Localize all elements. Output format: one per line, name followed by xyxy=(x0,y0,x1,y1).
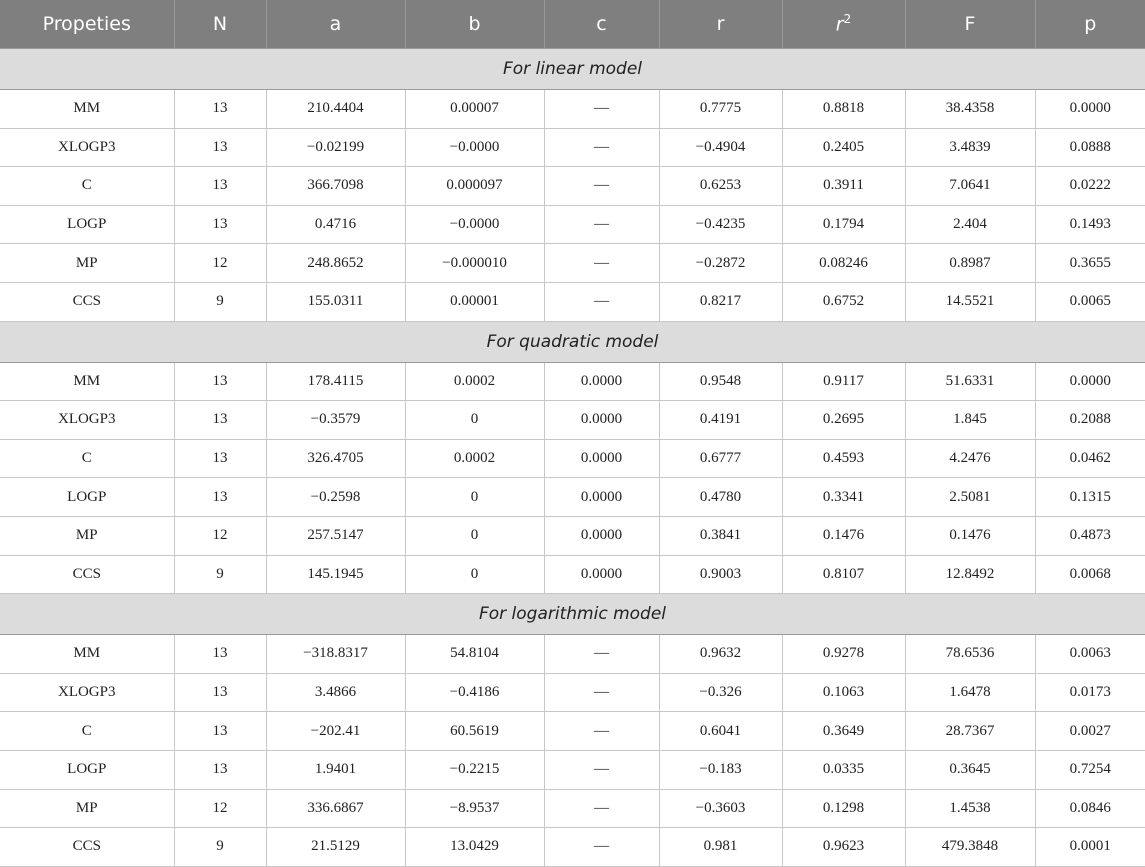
table-cell: — xyxy=(544,244,659,283)
table-cell: −0.2598 xyxy=(266,478,405,517)
table-cell: 0 xyxy=(405,516,544,555)
header-properties: Propeties xyxy=(0,0,174,49)
section-header-row xyxy=(0,321,1145,362)
table-cell: 12 xyxy=(174,244,266,283)
table-row xyxy=(0,828,1145,867)
table-cell: 1.6478 xyxy=(905,673,1035,712)
table-cell: 0.9117 xyxy=(782,362,905,401)
table-cell: −0.2872 xyxy=(659,244,782,283)
table-cell: 0.0027 xyxy=(1035,712,1145,751)
table-cell: 0.4873 xyxy=(1035,516,1145,555)
table-cell: 2.5081 xyxy=(905,478,1035,517)
row-label-cell: MP xyxy=(0,789,174,828)
table-cell: 0.1794 xyxy=(782,205,905,244)
row-label-cell: XLOGP3 xyxy=(0,673,174,712)
header-n: N xyxy=(174,0,266,49)
table-row xyxy=(0,167,1145,206)
table-cell: −0.000010 xyxy=(405,244,544,283)
table-cell: 0.2088 xyxy=(1035,401,1145,440)
table-cell: 0.1476 xyxy=(905,516,1035,555)
section-header-row xyxy=(0,594,1145,635)
table-cell: 0.0000 xyxy=(544,516,659,555)
table-cell: 0.0888 xyxy=(1035,128,1145,167)
row-label-cell: MM xyxy=(0,362,174,401)
table-cell: 4.2476 xyxy=(905,439,1035,478)
table-cell: 51.6331 xyxy=(905,362,1035,401)
table-cell: 0 xyxy=(405,478,544,517)
table-cell: 9 xyxy=(174,828,266,867)
table-cell: 9 xyxy=(174,282,266,321)
table-cell: −0.4235 xyxy=(659,205,782,244)
header-f: F xyxy=(905,0,1035,49)
row-label-cell: C xyxy=(0,712,174,751)
table-cell: 1.4538 xyxy=(905,789,1035,828)
table-cell: 0.3655 xyxy=(1035,244,1145,283)
table-cell: 155.0311 xyxy=(266,282,405,321)
table-cell: 0.0000 xyxy=(544,401,659,440)
table-cell: 0.2405 xyxy=(782,128,905,167)
table-cell: 210.4404 xyxy=(266,90,405,129)
section-title: For quadratic model xyxy=(0,321,1145,362)
table-cell: — xyxy=(544,712,659,751)
table-cell: 0.0000 xyxy=(1035,362,1145,401)
table-cell: 0.6752 xyxy=(782,282,905,321)
table-row xyxy=(0,362,1145,401)
table-cell: 257.5147 xyxy=(266,516,405,555)
table-cell: −0.3579 xyxy=(266,401,405,440)
table-cell: 7.0641 xyxy=(905,167,1035,206)
table-cell: 0.0222 xyxy=(1035,167,1145,206)
table-cell: 0.9278 xyxy=(782,635,905,674)
table-cell: 13 xyxy=(174,362,266,401)
table-row xyxy=(0,90,1145,129)
table-row xyxy=(0,555,1145,594)
table-row xyxy=(0,712,1145,751)
table-cell: 0.3841 xyxy=(659,516,782,555)
table-cell: 326.4705 xyxy=(266,439,405,478)
table-cell: 0.0335 xyxy=(782,750,905,789)
section-header-row xyxy=(0,49,1145,90)
table-cell: 13 xyxy=(174,439,266,478)
table-cell: 13 xyxy=(174,167,266,206)
table-cell: 0.0001 xyxy=(1035,828,1145,867)
table-cell: 13 xyxy=(174,635,266,674)
table-cell: 0.9548 xyxy=(659,362,782,401)
table-cell: 0.6777 xyxy=(659,439,782,478)
row-label-cell: C xyxy=(0,439,174,478)
table-cell: 13 xyxy=(174,673,266,712)
row-label-cell: XLOGP3 xyxy=(0,128,174,167)
table-cell: — xyxy=(544,789,659,828)
table-cell: 13 xyxy=(174,478,266,517)
table-cell: 0.4593 xyxy=(782,439,905,478)
table-cell: — xyxy=(544,167,659,206)
header-p: p xyxy=(1035,0,1145,49)
table-cell: 366.7098 xyxy=(266,167,405,206)
table-cell: 3.4866 xyxy=(266,673,405,712)
table-cell: 0.4191 xyxy=(659,401,782,440)
table-row xyxy=(0,478,1145,517)
table-cell: 0.9632 xyxy=(659,635,782,674)
table-cell: 0.1063 xyxy=(782,673,905,712)
table-cell: 0.0000 xyxy=(544,555,659,594)
table-cell: −0.183 xyxy=(659,750,782,789)
table-cell: 13 xyxy=(174,401,266,440)
table-cell: 1.845 xyxy=(905,401,1035,440)
header-r-squared-base: r xyxy=(835,13,844,36)
table-cell: 0.9003 xyxy=(659,555,782,594)
table-cell: 0.3645 xyxy=(905,750,1035,789)
table-cell: 0.3911 xyxy=(782,167,905,206)
table-cell: 21.5129 xyxy=(266,828,405,867)
table-cell: 13 xyxy=(174,128,266,167)
table-cell: 0.0002 xyxy=(405,439,544,478)
table-row xyxy=(0,282,1145,321)
table-cell: — xyxy=(544,282,659,321)
table-cell: — xyxy=(544,750,659,789)
row-label-cell: LOGP xyxy=(0,205,174,244)
table-cell: −0.4186 xyxy=(405,673,544,712)
table-row xyxy=(0,128,1145,167)
table-cell: −0.4904 xyxy=(659,128,782,167)
table-cell: 0.1315 xyxy=(1035,478,1145,517)
header-c: c xyxy=(544,0,659,49)
table-cell: 178.4115 xyxy=(266,362,405,401)
table-cell: — xyxy=(544,205,659,244)
table-cell: 0.7775 xyxy=(659,90,782,129)
table-cell: 54.8104 xyxy=(405,635,544,674)
table-cell: 0 xyxy=(405,401,544,440)
header-r-squared xyxy=(782,0,905,49)
table-cell: −318.8317 xyxy=(266,635,405,674)
table-cell: −0.0000 xyxy=(405,128,544,167)
table-cell: 3.4839 xyxy=(905,128,1035,167)
table-row xyxy=(0,205,1145,244)
row-label-cell: CCS xyxy=(0,282,174,321)
table-cell: 0.3341 xyxy=(782,478,905,517)
row-label-cell: C xyxy=(0,167,174,206)
table-cell: 0.6253 xyxy=(659,167,782,206)
table-cell: 13 xyxy=(174,205,266,244)
table-cell: 0.981 xyxy=(659,828,782,867)
table-cell: 0.2695 xyxy=(782,401,905,440)
table-cell: 12.8492 xyxy=(905,555,1035,594)
table-cell: 78.6536 xyxy=(905,635,1035,674)
table-cell: 0.0000 xyxy=(544,362,659,401)
table-row xyxy=(0,439,1145,478)
table-cell: 0.1493 xyxy=(1035,205,1145,244)
table-cell: 0.0462 xyxy=(1035,439,1145,478)
table-row xyxy=(0,244,1145,283)
table-cell: −0.0000 xyxy=(405,205,544,244)
header-a: a xyxy=(266,0,405,49)
table-cell: 0.00007 xyxy=(405,90,544,129)
table-row xyxy=(0,750,1145,789)
table-cell: 0.0068 xyxy=(1035,555,1145,594)
table-cell: 0.08246 xyxy=(782,244,905,283)
table-cell: 28.7367 xyxy=(905,712,1035,751)
table-cell: 0.000097 xyxy=(405,167,544,206)
row-label-cell: LOGP xyxy=(0,750,174,789)
table-cell: 9 xyxy=(174,555,266,594)
row-label-cell: MM xyxy=(0,635,174,674)
table-cell: 0.00001 xyxy=(405,282,544,321)
table-cell: 13 xyxy=(174,90,266,129)
table-cell: 0.8217 xyxy=(659,282,782,321)
table-cell: 0.1476 xyxy=(782,516,905,555)
table-cell: −202.41 xyxy=(266,712,405,751)
table-cell: 0.1298 xyxy=(782,789,905,828)
table-cell: 0.0000 xyxy=(544,478,659,517)
table-row xyxy=(0,401,1145,440)
table-cell: −0.3603 xyxy=(659,789,782,828)
row-label-cell: MP xyxy=(0,516,174,555)
header-r-squared-exponent: 2 xyxy=(843,12,852,27)
table-cell: −0.2215 xyxy=(405,750,544,789)
table-cell: 0.4780 xyxy=(659,478,782,517)
header-b: b xyxy=(405,0,544,49)
table-cell: 0.0063 xyxy=(1035,635,1145,674)
section-title: For linear model xyxy=(0,49,1145,90)
table-cell: 0.8818 xyxy=(782,90,905,129)
row-label-cell: CCS xyxy=(0,828,174,867)
header-r: r xyxy=(659,0,782,49)
header-row xyxy=(0,0,1145,49)
row-label-cell: LOGP xyxy=(0,478,174,517)
table-row xyxy=(0,789,1145,828)
section-title: For logarithmic model xyxy=(0,594,1145,635)
table-cell: 0.4716 xyxy=(266,205,405,244)
row-label-cell: XLOGP3 xyxy=(0,401,174,440)
table-cell: 13 xyxy=(174,712,266,751)
table-cell: 0.7254 xyxy=(1035,750,1145,789)
table-cell: 0.0000 xyxy=(544,439,659,478)
table-cell: — xyxy=(544,673,659,712)
table-cell: — xyxy=(544,828,659,867)
table-cell: 1.9401 xyxy=(266,750,405,789)
table-cell: 13 xyxy=(174,750,266,789)
table-row xyxy=(0,635,1145,674)
table-cell: 0 xyxy=(405,555,544,594)
table-cell: 12 xyxy=(174,516,266,555)
table-cell: −0.02199 xyxy=(266,128,405,167)
table-cell: 145.1945 xyxy=(266,555,405,594)
table-cell: 0.0173 xyxy=(1035,673,1145,712)
table-cell: 0.8987 xyxy=(905,244,1035,283)
table-cell: 0.0002 xyxy=(405,362,544,401)
table-row xyxy=(0,516,1145,555)
row-label-cell: CCS xyxy=(0,555,174,594)
table-cell: 0.0846 xyxy=(1035,789,1145,828)
table-cell: — xyxy=(544,90,659,129)
table-cell: — xyxy=(544,635,659,674)
table-body xyxy=(0,49,1145,867)
table-cell: 0.9623 xyxy=(782,828,905,867)
table-cell: 0.6041 xyxy=(659,712,782,751)
table-cell: 479.3848 xyxy=(905,828,1035,867)
table-cell: −8.9537 xyxy=(405,789,544,828)
table-cell: −0.326 xyxy=(659,673,782,712)
row-label-cell: MM xyxy=(0,90,174,129)
table-cell: 0.8107 xyxy=(782,555,905,594)
table-cell: 2.404 xyxy=(905,205,1035,244)
table-cell: 0.0065 xyxy=(1035,282,1145,321)
table-cell: 14.5521 xyxy=(905,282,1035,321)
table-cell: 60.5619 xyxy=(405,712,544,751)
table-cell: 0.3649 xyxy=(782,712,905,751)
row-label-cell: MP xyxy=(0,244,174,283)
table-cell: 12 xyxy=(174,789,266,828)
table-cell: 13.0429 xyxy=(405,828,544,867)
table-cell: 248.8652 xyxy=(266,244,405,283)
table-cell: — xyxy=(544,128,659,167)
table-cell: 0.0000 xyxy=(1035,90,1145,129)
table-row xyxy=(0,673,1145,712)
table-cell: 38.4358 xyxy=(905,90,1035,129)
table-cell: 336.6867 xyxy=(266,789,405,828)
